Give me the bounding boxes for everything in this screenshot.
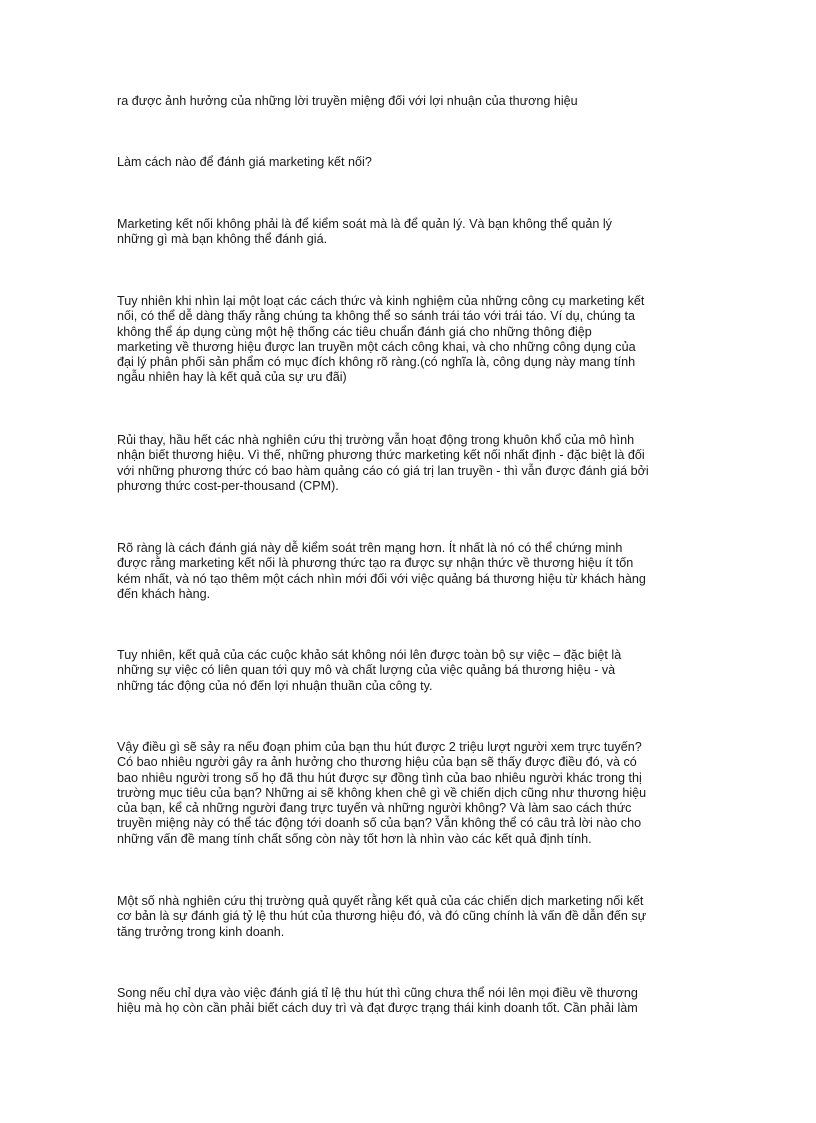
paragraph-1 <box>117 94 707 109</box>
text-line: trường mục tiêu của bạn? Những ai sẽ không khen chê gì về chiến dịch cũng như thương hiệu <box>117 785 647 800</box>
text-line: Có bao nhiêu người gây ra ảnh hưởng cho thương hiệu của bạn sẽ thấy được điều đó, và có <box>117 755 637 770</box>
paragraph-4 <box>117 294 707 386</box>
paragraph-9 <box>117 894 707 940</box>
text-line: với những phương thức có bao hàm quảng cáo có giá trị lan truyền - thì vẫn được đánh giá bởi <box>117 463 649 478</box>
text-line: Marketing kết nối không phải là để kiểm soát mà là để quản lý. Và bạn không thể quản lý <box>117 217 612 231</box>
text-line: ra được ảnh hưởng của những lời truyền miệng đối với lợi nhuận của thương hiệu <box>117 94 578 108</box>
text-line: những sự việc có liên quan tới quy mô và chất lượng của việc quảng bá thương hiệu - và <box>117 663 616 678</box>
text-line: tăng trưởng trong kinh doanh. <box>117 924 285 939</box>
text-line: Rõ ràng là cách đánh giá này dễ kiểm soát trên mạng hơn. Ít nhất là nó có thể chứng minh <box>117 541 623 555</box>
text-line: bao nhiêu người trong số họ đã thu hút được sự đồng tình của bao nhiêu người khác trong thị <box>117 770 642 785</box>
paragraph-8 <box>117 740 707 847</box>
text-line: kém nhất, và nó tạo thêm một cách nhìn mới đối với việc quảng bá thương hiệu từ khách hàng <box>117 571 646 586</box>
paragraph-10 <box>117 986 707 1017</box>
text-line: những tác động của nó đến lợi nhuận thuần của công ty. <box>117 678 433 693</box>
section-heading <box>117 155 707 170</box>
text-line: phương thức cost-per-thousand (CPM). <box>117 478 339 493</box>
text-line: nối, có thể dễ dàng thấy rằng chúng ta không thể so sánh trái táo với trái táo. Ví dụ, chúng ta <box>117 309 635 324</box>
text-line: Song nếu chỉ dựa vào việc đánh giá tỉ lệ thu hút thì cũng chưa thể nói lên mọi điều về thương <box>117 986 638 1000</box>
text-line: nhận biết thương hiệu. Vì thế, những phương thức marketing kết nối nhất định - đặc biệt là đối <box>117 448 645 463</box>
text-line: Làm cách nào để đánh giá marketing kết nối? <box>117 155 372 169</box>
text-line: những vấn đề mang tính chất sống còn này tốt hơn là nhìn vào các kết quả định tính. <box>117 831 592 846</box>
text-line: Tuy nhiên, kết quả của các cuộc khảo sát không nói lên được toàn bộ sự việc – đặc biệt là <box>117 648 622 662</box>
text-line: hiệu mà họ còn cần phải biết cách duy trì và đạt được trạng thái kinh doanh tốt. Cần phải làm <box>117 1001 638 1016</box>
paragraph-6 <box>117 541 707 602</box>
text-line: những gì mà bạn không thể đánh giá. <box>117 232 328 247</box>
paragraph-7 <box>117 648 707 694</box>
text-line: được rằng marketing kết nối là phương thức tạo ra được sự nhận thức về thương hiệu ít tốn <box>117 556 634 571</box>
text-line: Vậy điều gì sẽ sảy ra nếu đoạn phim của bạn thu hút được 2 triệu lượt người xem trực tuyến? <box>117 740 642 754</box>
text-line: truyền miệng này có thể tác động tới doanh số của bạn? Vẫn không thể có câu trả lời nào cho <box>117 816 642 831</box>
text-line: đại lý phân phối sản phẩm có mục đích không rõ ràng.(có nghĩa là, công dụng này mang tính <box>117 355 636 370</box>
paragraph-5 <box>117 433 707 494</box>
text-line: marketing về thương hiệu được lan truyền một cách công khai, và cho những công dụng của <box>117 339 636 354</box>
text-line: của bạn, kể cả những người đang trực tuyến và những người không? Và làm sao cách thức <box>117 801 632 816</box>
text-line: ngẫu nhiên hay là kết quả của sự ưu đãi) <box>117 370 347 385</box>
text-line: Tuy nhiên khi nhìn lại một loạt các cách thức và kinh nghiệm của những công cụ marketing kết <box>117 294 645 308</box>
text-line: cơ bản là sự đánh giá tỷ lệ thu hút của thương hiệu đó, và đó cũng chính là vấn đề dẫn đến sự <box>117 909 647 924</box>
text-line: đến khách hàng. <box>117 586 211 601</box>
text-line: Một số nhà nghiên cứu thị trường quả quyết rằng kết quả của các chiến dịch marketing nối kết <box>117 894 644 908</box>
paragraph-3 <box>117 217 707 248</box>
text-line: không thể áp dụng cùng một hệ thống các tiêu chuẩn đánh giá cho những thông điệp <box>117 324 592 339</box>
text-line: Rủi thay, hầu hết các nhà nghiên cứu thị trường vẫn hoạt động trong khuôn khổ của mô hình <box>117 433 635 447</box>
